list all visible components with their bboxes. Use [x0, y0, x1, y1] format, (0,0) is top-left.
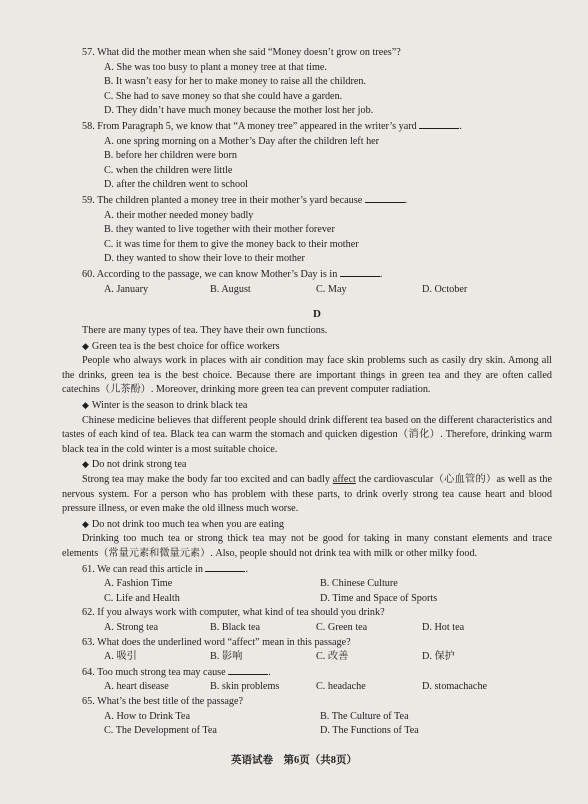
option-b: B. August — [210, 283, 251, 295]
passage-paragraph-4: Drinking too much tea or strong thick tea may not be good for taking in many constant elements and trace elements（常量元素和微量元素）. Also, people should not drink tea with milk or other milky food. — [62, 533, 552, 559]
passage-paragraph-2: Chinese medicine believes that different people should drink different tea based on the different characteristics and tastes of each kind of tea. Black tea can warm the stomach and quicken digestion（消化）. Therefore, drinking warm black tea in the cold winter is a most suitable choice. — [62, 414, 552, 455]
option-d: D. They didn’t have much money because the mother lost her job. — [104, 105, 374, 117]
option-row — [82, 577, 552, 592]
option-b: B. skin problems — [210, 681, 280, 693]
option-d: D. Time and Space of Sports — [320, 592, 438, 604]
question-stem: 57. What did the mother mean when she said “Money doesn’t grow on trees”? — [82, 47, 401, 58]
option-b: B. It wasn’t easy for her to make money to raise all the children. — [104, 76, 367, 88]
question-stem: 60. According to the passage, we can know Mother’s Day is in . — [82, 268, 383, 280]
option-b: B. Chinese Culture — [320, 578, 398, 590]
section-title: D — [313, 308, 321, 321]
question-57 — [82, 46, 552, 119]
option-c: C. The Development of Tea — [104, 725, 217, 737]
option-row — [82, 283, 552, 298]
passage-intro: There are many types of tea. They have their own functions. — [82, 325, 328, 337]
question-stem: 65. What’s the best title of the passage? — [82, 695, 244, 707]
option-row — [82, 650, 552, 665]
option-c: C. it was time for them to give the money back to their mother — [104, 238, 359, 250]
option-d: D. after the children went to school — [104, 179, 248, 191]
option-d: D. Hot tea — [422, 621, 465, 633]
option-a: A. Strong tea — [104, 621, 159, 633]
page-footer: 英语试卷 第6页（共8页） — [231, 755, 357, 766]
question-58 — [82, 119, 552, 193]
option-a: A. heart disease — [104, 681, 169, 693]
question-stem: 58. From Paragraph 5, we know that “A money tree” appeared in the writer’s yard . — [82, 120, 462, 132]
passage-heading-4: ◆ Do not drink too much tea when you are eating — [82, 518, 285, 530]
answer-blank — [340, 267, 380, 277]
answer-blank — [228, 665, 268, 675]
diamond-icon: ◆ — [82, 459, 89, 470]
option-c: C. She had to save money so that she could have a garden. — [104, 90, 343, 102]
question-63 — [82, 636, 552, 665]
question-60 — [82, 267, 552, 297]
underlined-word: affect — [332, 474, 356, 486]
option-row — [82, 710, 552, 725]
option-a: A. She was too busy to plant a money tree at that time. — [104, 61, 327, 73]
option-c: C. May — [316, 283, 347, 295]
question-61 — [82, 562, 552, 607]
question-64 — [82, 665, 552, 695]
diamond-icon: ◆ — [82, 340, 89, 351]
question-62 — [82, 606, 552, 635]
option-d: D. they wanted to show their love to their mother — [104, 253, 305, 265]
diamond-icon: ◆ — [82, 518, 89, 529]
option-a: A. their mother needed money badly — [104, 209, 254, 221]
question-59 — [82, 193, 552, 267]
option-row — [82, 621, 552, 636]
option-row — [82, 592, 552, 607]
answer-blank — [205, 562, 245, 572]
answer-blank — [365, 193, 405, 203]
question-65 — [82, 695, 552, 739]
question-stem: 62. If you always work with computer, what kind of tea should you drink? — [82, 607, 385, 619]
option-d: D. stomachache — [422, 681, 488, 693]
question-stem: 63. What does the underlined word “affect” mean in this passage? — [82, 636, 351, 648]
option-b: B. Black tea — [210, 621, 261, 633]
option-d: D. October — [422, 283, 468, 295]
passage-heading-1: ◆ Green tea is the best choice for office workers — [82, 340, 280, 352]
option-a: A. How to Drink Tea — [104, 710, 190, 722]
option-c: C. Green tea — [316, 621, 368, 633]
option-row — [82, 724, 552, 739]
question-stem: 59. The children planted a money tree in their mother’s yard because . — [82, 194, 408, 206]
option-d: D. 保护 — [422, 651, 455, 663]
option-a: A. 吸引 — [104, 651, 137, 663]
option-a: A. one spring morning on a Mother’s Day after the children left her — [104, 135, 380, 147]
option-a: A. January — [104, 283, 149, 295]
diamond-icon: ◆ — [82, 400, 89, 411]
option-row — [82, 680, 552, 695]
option-a: A. Fashion Time — [104, 578, 173, 590]
option-c: C. 改善 — [316, 651, 349, 663]
option-c: C. when the children were little — [104, 164, 233, 176]
passage-heading-3: ◆ Do not drink strong tea — [82, 459, 187, 471]
option-c: C. Life and Health — [104, 592, 180, 604]
answer-blank — [419, 119, 459, 129]
passage-heading-2: ◆ Winter is the season to drink black tea — [82, 400, 248, 412]
passage-paragraph-1: People who always work in places with air condition may face skin problems such as casily dry skin. Among all the drinks, green tea is the best choice. Because there are important things in green tea and they are often called catechins（儿茶酚）. Moreover, drinking more green tea can prevent computer radiation. — [62, 355, 552, 396]
option-b: B. The Culture of Tea — [320, 710, 409, 722]
question-stem: 61. We can read this article in . — [82, 563, 249, 575]
option-b: B. 影响 — [210, 651, 243, 663]
option-d: D. The Functions of Tea — [320, 725, 419, 737]
question-stem: 64. Too much strong tea may cause . — [82, 666, 271, 678]
option-c: C. headache — [316, 681, 366, 693]
option-b: B. before her children were born — [104, 150, 237, 162]
option-b: B. they wanted to live together with their mother forever — [104, 224, 335, 236]
passage-paragraph-3: Strong tea may make the body far too excited and can badly affect the cardiovascular（心血管的）as well as the nervous system. For a person who has problem with these parts, to drink overly strong tea cause heart and blood pressure illness, or even make the old illness much worse. — [62, 474, 552, 515]
